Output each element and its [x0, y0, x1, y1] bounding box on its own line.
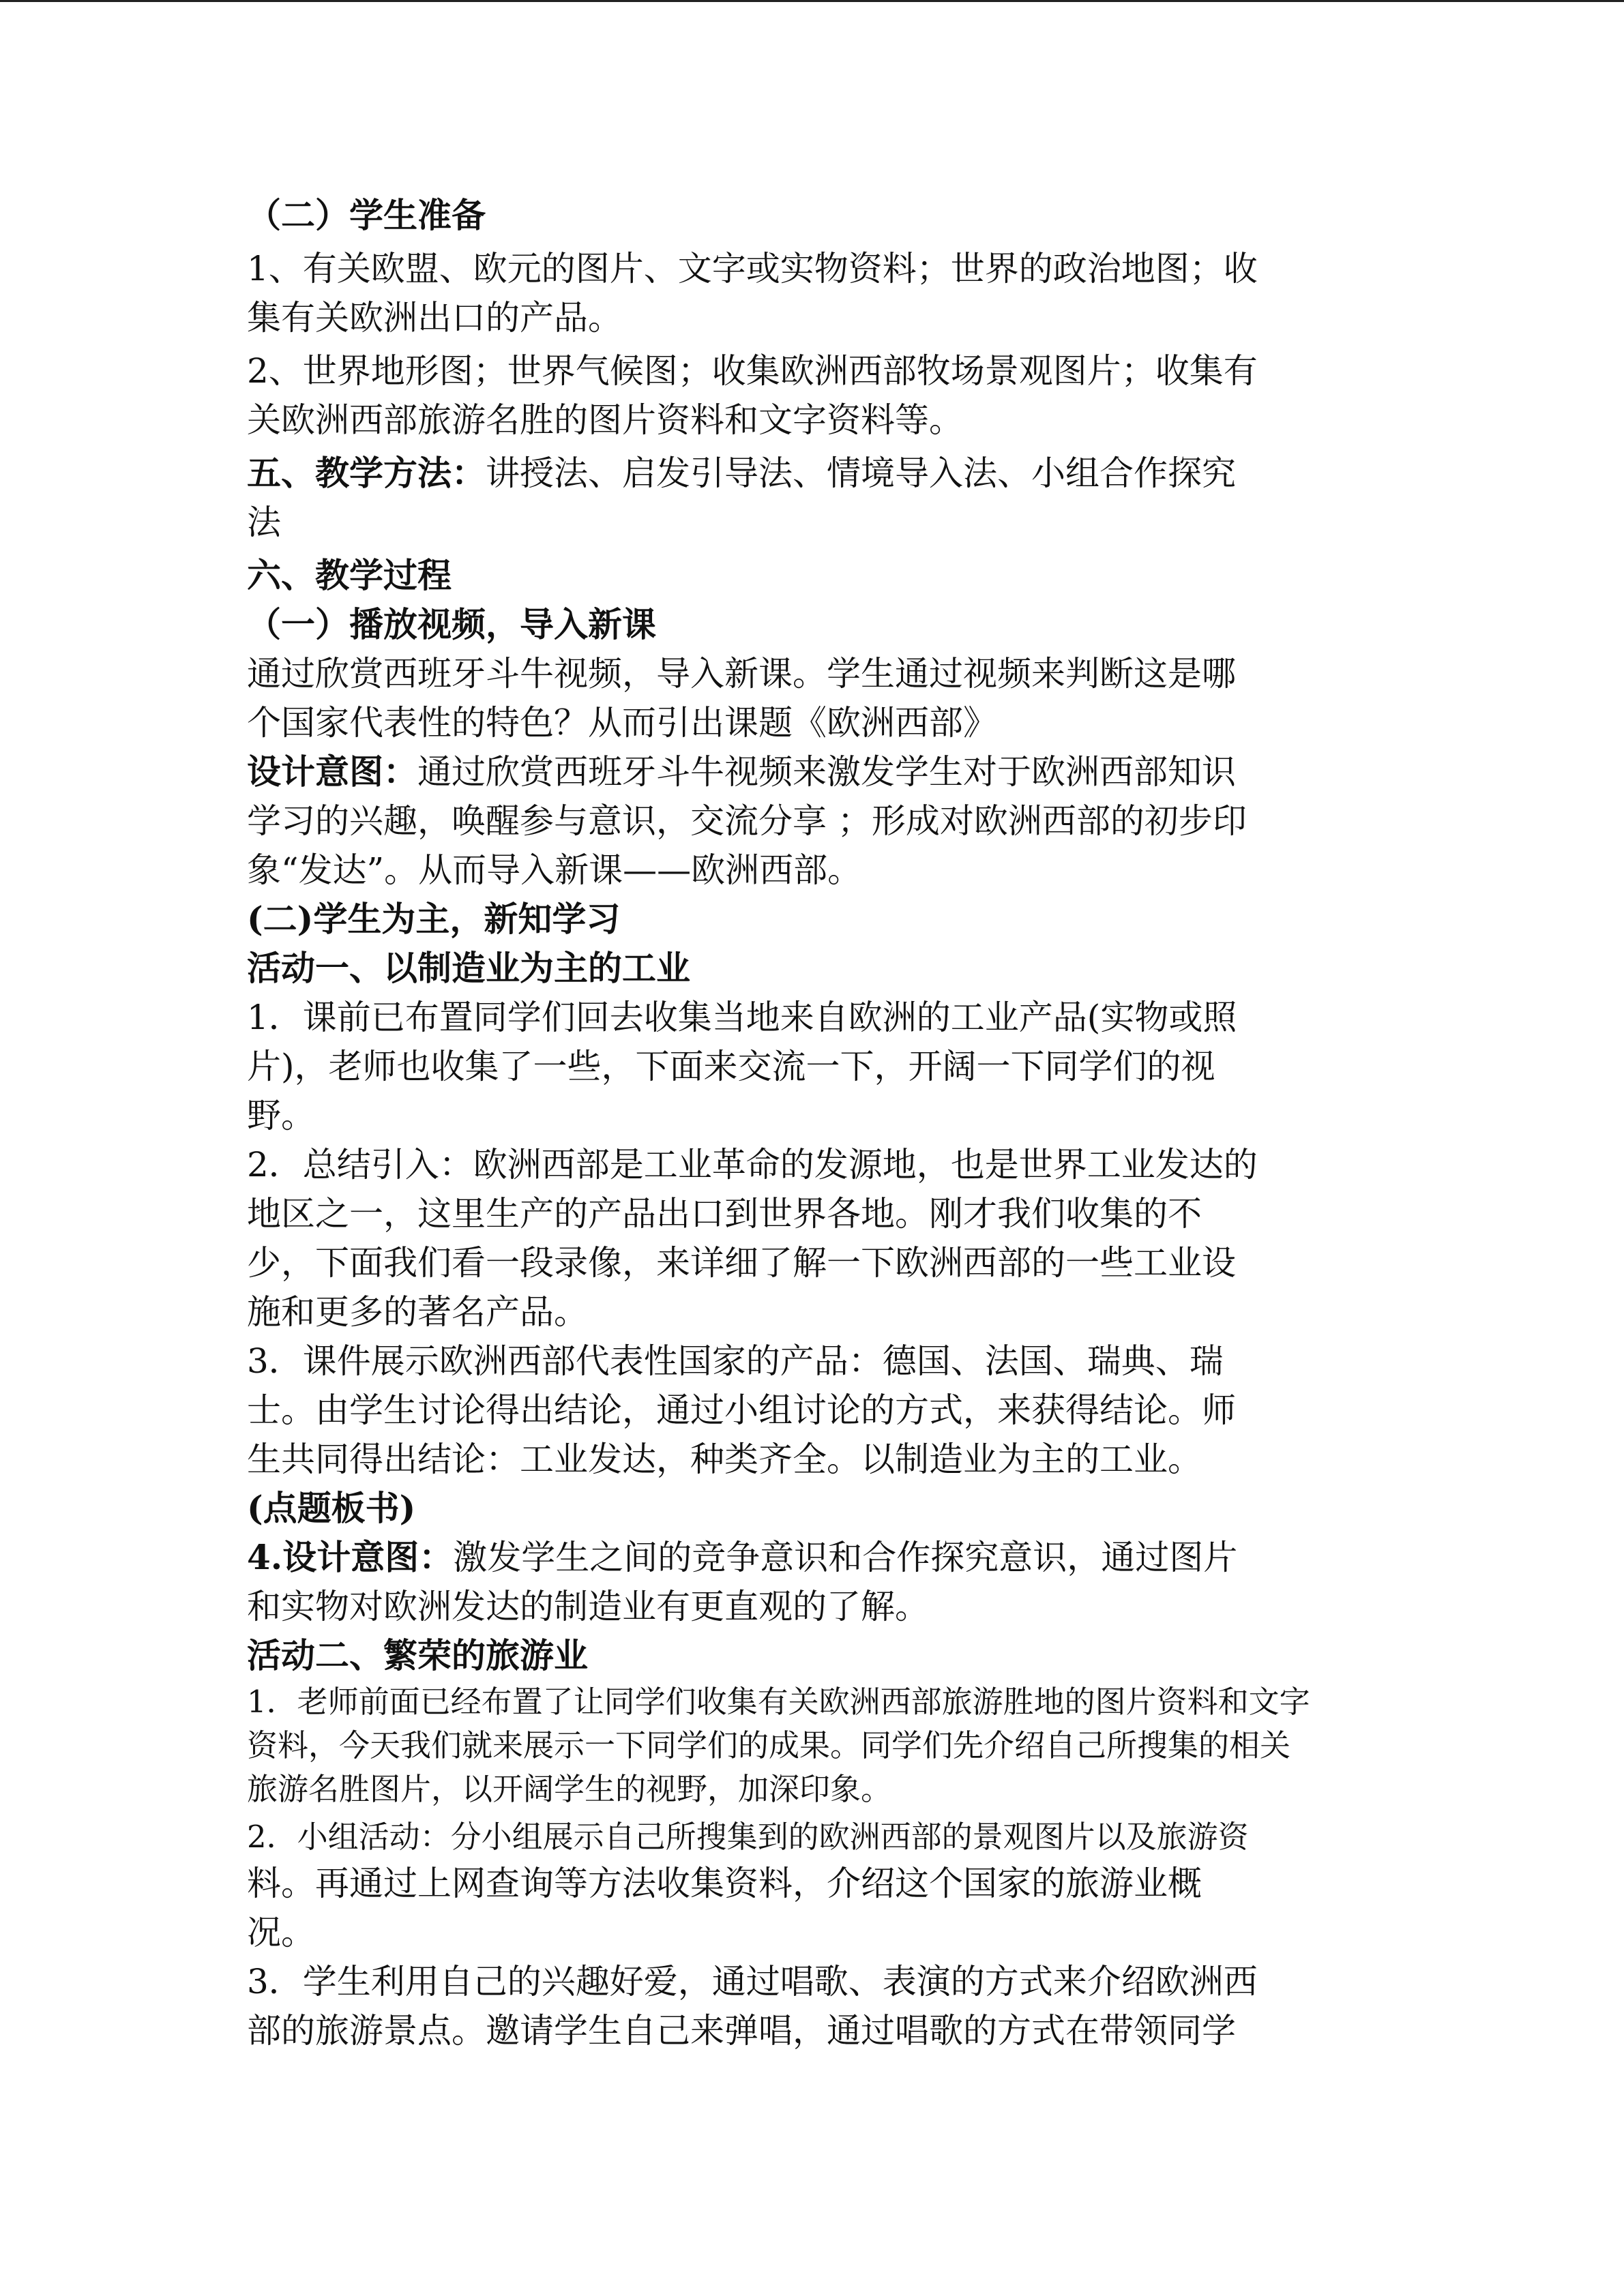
- paragraph-line: 2、世界地形图；世界气候图；收集欧洲西部牧场景观图片；收集有: [247, 351, 1258, 391]
- paragraph-line: 法: [247, 503, 281, 542]
- design-intent-line: [247, 747, 1379, 796]
- paragraph-line: 生共同得出结论：工业发达，种类齐全。以制造业为主的工业。: [247, 1440, 1202, 1479]
- design-intent-line: [247, 1533, 1379, 1582]
- teaching-methods-line: [247, 449, 1379, 498]
- paragraph-line: 野。: [247, 1096, 315, 1135]
- design-intent-label: 设计意图：: [247, 751, 417, 792]
- heading-new-knowledge: (二)学生为主，新知学习: [247, 899, 621, 939]
- paragraph-line: 1、有关欧盟、欧元的图片、文字或实物资料；世界的政治地图；收: [247, 249, 1258, 288]
- paragraph-line: 旅游名胜图片，以开阔学生的视野，加深印象。: [247, 1771, 892, 1807]
- heading-student-prep: （二）学生准备: [247, 195, 486, 235]
- heading-video-intro: （一）播放视频，导入新课: [247, 604, 656, 644]
- paragraph-line: 关欧洲西部旅游名胜的图片资料和文字资料等。: [247, 400, 963, 440]
- heading-activity-two: 活动二、繁荣的旅游业: [247, 1635, 588, 1675]
- teaching-methods-text: 讲授法、启发引导法、情境导入法、小组合作探究: [486, 453, 1236, 493]
- design-intent-text: 激发学生之间的竞争意识和合作探究意识，通过图片: [453, 1538, 1238, 1577]
- paragraph-line: 片)，老师也收集了一些，下面来交流一下，开阔一下同学们的视: [247, 1047, 1215, 1086]
- paragraph-line: 士。由学生讨论得出结论，通过小组讨论的方式，来获得结论。师: [247, 1390, 1236, 1430]
- heading-activity-one: 活动一、以制造业为主的工业: [247, 948, 690, 988]
- design-intent-text: 通过欣赏西班牙斗牛视频来激发学生对于欧洲西部知识: [417, 752, 1236, 792]
- paragraph-line: 象“发达”。从而导入新课——欧洲西部。: [247, 850, 862, 890]
- document-page: [247, 191, 1379, 2055]
- design-intent-label: 4.设计意图：: [247, 1537, 454, 1577]
- paragraph-line: 2．总结引入：欧洲西部是工业革命的发源地，也是世界工业发达的: [247, 1145, 1258, 1184]
- paragraph-line: 学习的兴趣，唤醒参与意识，交流分享 ；形成对欧洲西部的初步印: [247, 801, 1247, 841]
- paragraph-line: 3．学生利用自己的兴趣好爱，通过唱歌、表演的方式来介绍欧洲西: [247, 1962, 1258, 2001]
- paragraph-line: 地区之一，这里生产的产品出口到世界各地。刚才我们收集的不: [247, 1194, 1202, 1234]
- paragraph-line: 料。再通过上网查询等方法收集资料，介绍这个国家的旅游业概: [247, 1864, 1202, 1903]
- paragraph-line: 和实物对欧洲发达的制造业有更直观的了解。: [247, 1587, 929, 1626]
- paragraph-line: 集有关欧洲出口的产品。: [247, 298, 622, 338]
- paragraph-line: 少，下面我们看一段录像，来详细了解一下欧洲西部的一些工业设: [247, 1243, 1236, 1283]
- paragraph-line: 通过欣赏西班牙斗牛视频，导入新课。学生通过视频来判断这是哪: [247, 654, 1236, 694]
- paragraph-line: 资料，今天我们就来展示一下同学们的成果。同学们先介绍自己所搜集的相关: [247, 1727, 1291, 1763]
- heading-teaching-process: 六、教学过程: [247, 555, 452, 595]
- board-note: (点题板书): [247, 1488, 416, 1528]
- paragraph-line: 部的旅游景点。邀请学生自己来弹唱，通过唱歌的方式在带领同学: [247, 2011, 1236, 2051]
- paragraph-line: 3．课件展示欧洲西部代表性国家的产品：德国、法国、瑞典、瑞: [247, 1341, 1224, 1381]
- paragraph-line: 况。: [247, 1913, 315, 1952]
- paragraph-line: 1．老师前面已经布置了让同学们收集有关欧洲西部旅游胜地的图片资料和文字: [247, 1684, 1310, 1720]
- paragraph-line: 1．课前已布置同学们回去收集当地来自欧洲的工业产品(实物或照: [247, 998, 1237, 1037]
- page-top-border: [0, 0, 1624, 2]
- paragraph-line: 个国家代表性的特色？从而引出课题《欧洲西部》: [247, 703, 997, 743]
- teaching-methods-label: 五、教学方法：: [247, 453, 486, 493]
- paragraph-line: 2．小组活动：分小组展示自己所搜集到的欧洲西部的景观图片以及旅游资: [247, 1819, 1249, 1855]
- paragraph-line: 施和更多的著名产品。: [247, 1292, 588, 1332]
